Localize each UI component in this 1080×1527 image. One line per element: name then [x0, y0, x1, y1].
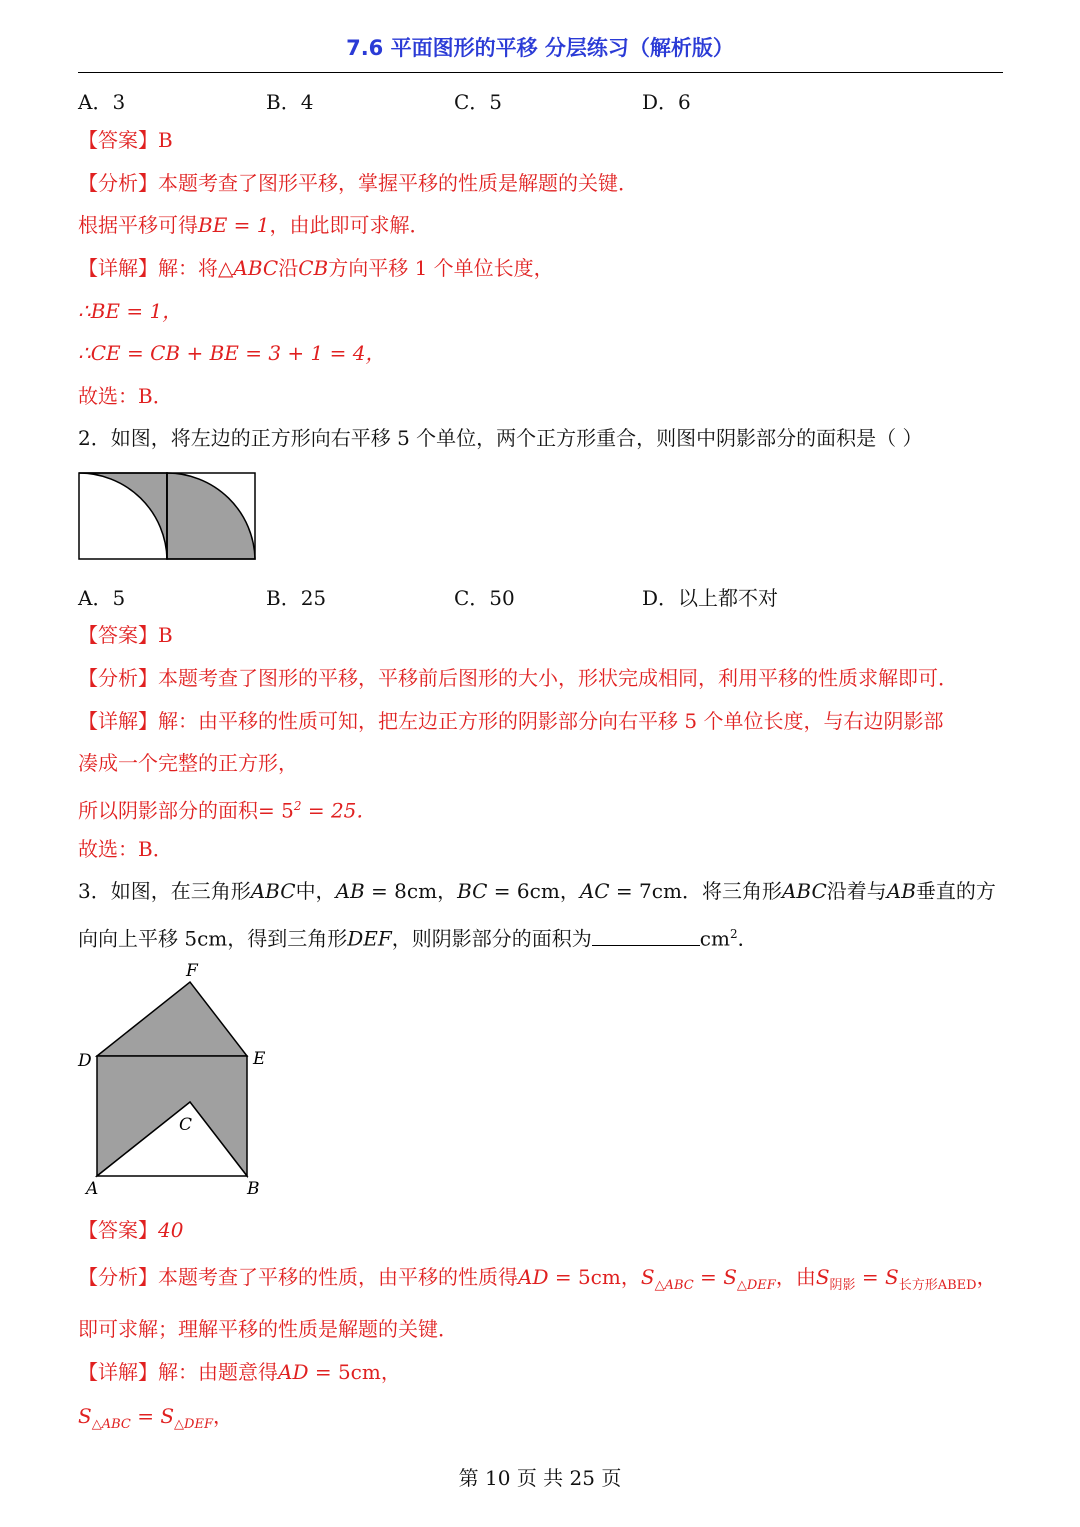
label-c: C	[179, 1115, 193, 1135]
text: = 8cm，	[364, 879, 458, 903]
math: ABC	[781, 879, 827, 903]
q3-figure-triangles	[72, 960, 292, 1200]
q2-option-c: C．50	[454, 586, 515, 610]
detail-text: 解：由平移的性质可知，把左边正方形的阴影部分向右平移 5 个单位长度，与右边阴影部	[158, 709, 944, 733]
q1-answer: 【答案】B	[78, 128, 173, 152]
q2-stem: 2．如图，将左边的正方形向右平移 5 个单位，两个正方形重合，则图中阴影部分的面积是（ ）	[78, 426, 923, 450]
text: ，	[976, 1265, 997, 1289]
q2-analysis	[78, 666, 958, 690]
math: AC	[579, 879, 610, 903]
math: S	[78, 1404, 92, 1428]
q3-stem-line-2	[78, 922, 758, 951]
right-shaded-region	[167, 473, 255, 559]
q1-option-a: A．3	[78, 90, 126, 114]
math: CB	[298, 256, 329, 280]
analysis-text: 本题考查了图形平移，掌握平移的性质是解题的关键．	[158, 171, 638, 195]
q1-analysis	[78, 171, 638, 195]
q2-area	[78, 794, 376, 823]
q2-option-b: B．25	[266, 586, 327, 610]
detail-tag: 【详解】	[78, 709, 158, 733]
q2-detail-2: 凑成一个完整的正方形，	[78, 751, 298, 775]
text: ，则阴影部分的面积为	[391, 926, 592, 951]
text: ，由	[775, 1265, 816, 1289]
q2-answer: 【答案】B	[78, 623, 173, 647]
q1-step-1: ∴BE = 1，	[78, 299, 183, 323]
text: 解：由题意得	[158, 1360, 278, 1384]
q1-detail	[78, 256, 554, 280]
text: 垂直的方	[915, 879, 996, 903]
superscript: 2	[293, 799, 302, 813]
subscript: △ABC	[91, 1417, 131, 1432]
math: DEF	[347, 926, 392, 951]
text: =	[855, 1265, 886, 1289]
math: S	[885, 1265, 899, 1289]
q3-detail	[78, 1360, 401, 1384]
text: = 6cm，	[487, 879, 580, 903]
subscript: 阴影	[829, 1278, 856, 1293]
analysis-tag: 【分析】	[78, 666, 158, 690]
math: BC	[457, 879, 488, 903]
text: = 7cm．将三角形	[609, 879, 782, 903]
page-header-title: 7.6 平面图形的平移 分层练习（解析版）	[346, 36, 734, 60]
math: S	[723, 1265, 737, 1289]
math: AB	[886, 879, 916, 903]
label-b: B	[247, 1179, 260, 1199]
q3-area-equality	[78, 1404, 233, 1437]
text: 所以阴影部分的面积= 5	[78, 798, 294, 823]
q2-detail	[78, 709, 943, 733]
q3-analysis-2: 即可求解；理解平移的性质是解题的关键．	[78, 1317, 458, 1341]
text: 沿	[278, 256, 299, 280]
text: 本题考查了平移的性质，由平移的性质得	[158, 1265, 518, 1289]
text: 解：将△	[158, 256, 234, 280]
text: = 25．	[301, 798, 377, 823]
math: AD	[278, 1360, 309, 1384]
answer-blank[interactable]	[592, 927, 700, 946]
text: 根据平移可得	[78, 213, 198, 237]
label-e: E	[253, 1049, 266, 1069]
math: BE = 1	[198, 213, 270, 237]
q1-option-b: B．4	[266, 90, 314, 114]
subscript: 长方形ABED	[898, 1278, 977, 1293]
q1-option-d: D．6	[642, 90, 691, 114]
subscript: △DEF	[736, 1278, 776, 1293]
answer-value: 40	[158, 1218, 184, 1242]
text: ，由此即可求解．	[269, 213, 430, 237]
header-rule	[78, 72, 1003, 73]
text: = 5cm，	[308, 1360, 401, 1384]
math: S	[640, 1265, 655, 1289]
label-a: A	[86, 1179, 99, 1199]
unit: cm	[699, 926, 730, 951]
math: ABC	[250, 879, 296, 903]
subscript: △DEF	[174, 1417, 213, 1432]
triangle-def	[97, 982, 247, 1056]
page-footer: 第 10 页 共 25 页	[458, 1466, 622, 1490]
q3-analysis	[78, 1265, 997, 1298]
q2-figure-squares	[78, 470, 260, 562]
math: ABC	[233, 256, 279, 280]
text: 向向上平移 5cm，得到三角形	[78, 926, 348, 951]
text: =	[130, 1404, 161, 1428]
q3-stem-line-1	[78, 879, 996, 903]
q2-option-d: D．以上都不对	[642, 586, 779, 610]
text: ，	[212, 1404, 233, 1428]
text: 中，	[295, 879, 336, 903]
q1-conclusion: 故选：B．	[78, 384, 173, 408]
subscript: △ABC	[654, 1278, 694, 1293]
superscript: 2	[729, 927, 738, 941]
math: S	[815, 1265, 830, 1289]
q1-analysis-2	[78, 213, 430, 237]
analysis-tag: 【分析】	[78, 1265, 158, 1289]
text: 方向平移 1 个单位长度，	[328, 256, 554, 280]
text: 沿着与	[826, 879, 887, 903]
text: 3．如图，在三角形	[78, 879, 251, 903]
text: =	[693, 1265, 724, 1289]
label-d: D	[78, 1051, 92, 1071]
left-shaded-region	[79, 473, 167, 559]
math: S	[160, 1404, 175, 1428]
analysis-tag: 【分析】	[78, 171, 158, 195]
analysis-text: 本题考查了图形的平移，平移前后图形的大小，形状完成相同，利用平移的性质求解即可．	[158, 666, 958, 690]
detail-tag: 【详解】	[78, 1360, 158, 1384]
label-f: F	[186, 961, 198, 981]
q1-option-c: C．5	[454, 90, 503, 114]
detail-tag: 【详解】	[78, 256, 158, 280]
answer-tag: 【答案】	[78, 1218, 158, 1242]
text: = 5cm，	[548, 1265, 641, 1289]
text: ．	[737, 926, 758, 951]
q2-option-a: A．5	[78, 586, 126, 610]
q2-conclusion: 故选：B．	[78, 837, 173, 861]
math: AD	[518, 1265, 549, 1289]
q3-answer	[78, 1218, 183, 1242]
q1-step-2: ∴CE = CB + BE = 3 + 1 = 4，	[78, 341, 386, 365]
math: AB	[335, 879, 365, 903]
